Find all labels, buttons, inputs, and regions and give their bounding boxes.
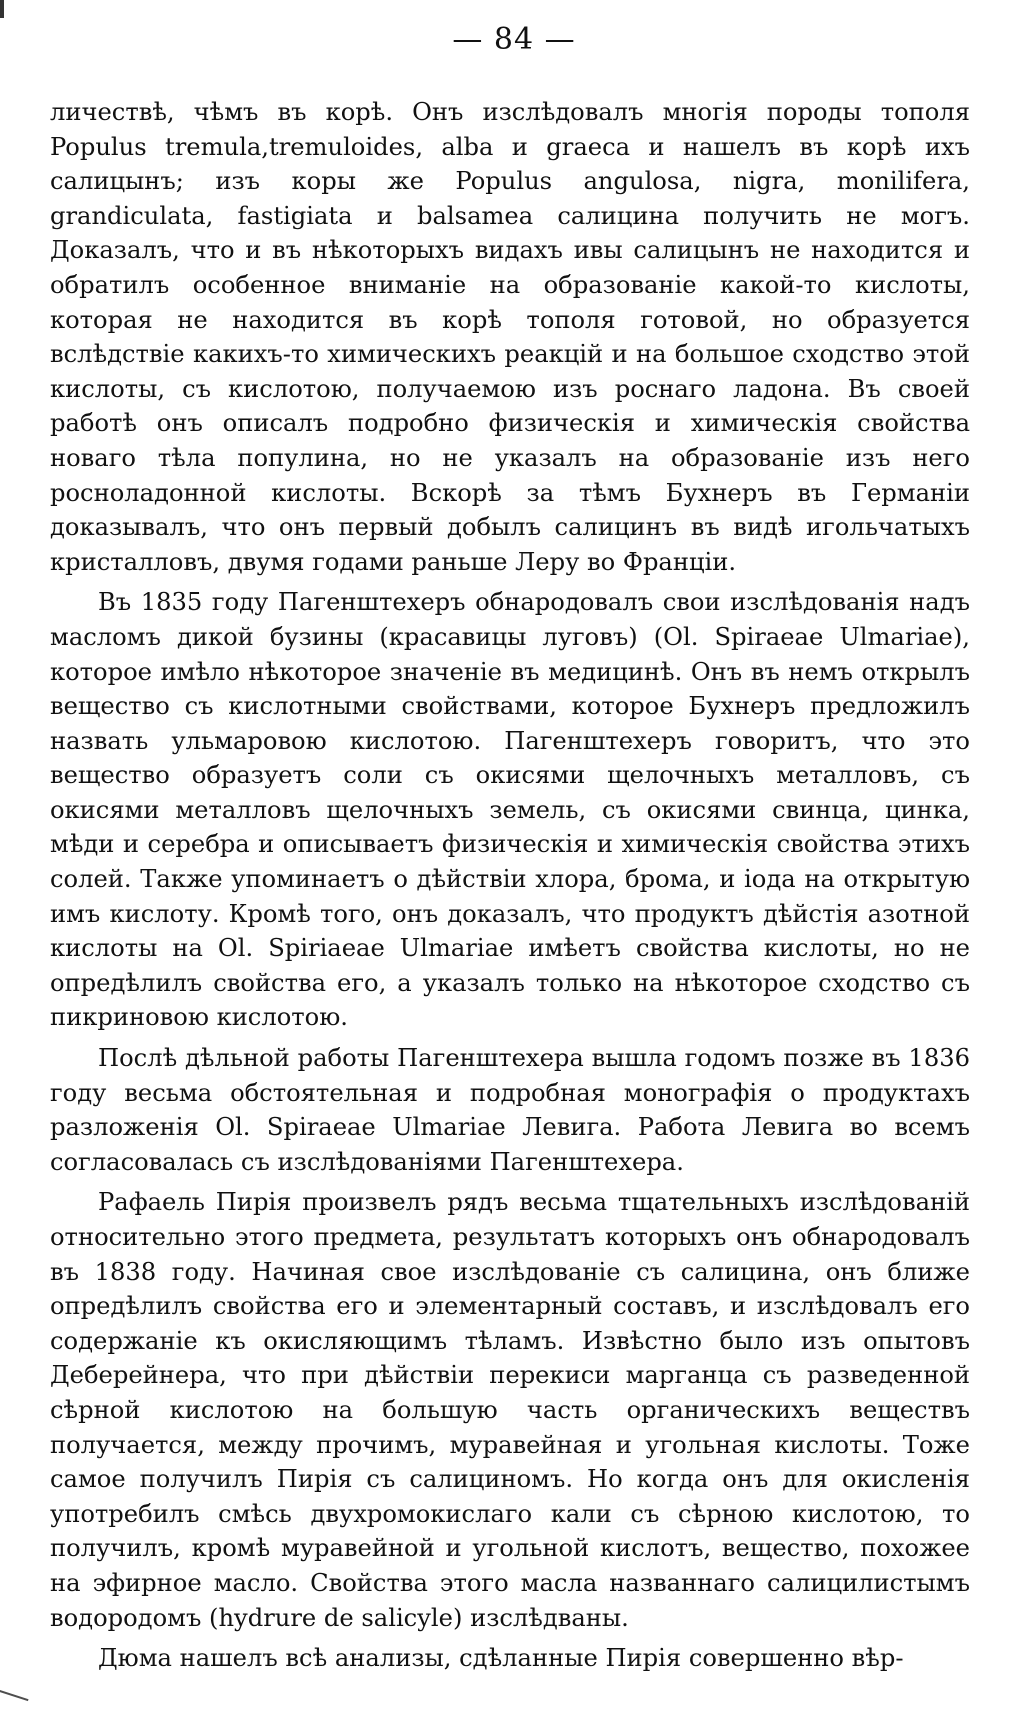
paragraph-5: Дюма нашелъ всѣ анализы, сдѣланные Пирія совершенно вѣр-	[98, 1644, 904, 1673]
scan-corner-mark	[0, 1690, 29, 1720]
paragraph-3: Послѣ дѣльной работы Пагенштехера вышла годомъ позже въ 1836 году весьма обстоятельная и подробная монографія о продуктахъ разложенія Ol. Spiraeae Ulmariae Левига. Работа Левига во всемъ согласовалась съ изслѣдованіями Пагенштехера.	[50, 1044, 970, 1176]
page-number: — 84 —	[452, 22, 576, 57]
paragraph-2: Въ 1835 году Пагенштехеръ обнародовалъ свои изслѣдованія надъ масломъ дикой бузины (красавицы луговъ) (Ol. Spiraeae Ulmariae), которое имѣло нѣкоторое значеніе въ медицинѣ. Онъ въ немъ открылъ вещество съ кислотными свойствами, которое Бухнеръ предложилъ назвать ульмаровою кислотою. Пагенштехеръ говоритъ, что это вещество образуетъ соли съ окисями щелочныхъ металловъ, съ окисями металловъ щелочныхъ земель, съ окисями свинца, цинка, мѣди и серебра и описываетъ физическія и химическія свойства этихъ солей. Также упоминаетъ о дѣйствіи хлора, брома, и іода на открытую имъ кислоту. Кромѣ того, онъ доказалъ, что продуктъ дѣйстія азотной кислоты на Ol. Spiriaeae Ulmariae имѣетъ свойства кислоты, но не опредѣлилъ свойства его, а указалъ только на нѣкоторое сходство съ пикриновою кислотою.	[50, 588, 970, 1032]
paragraph-4: Рафаель Пирія произвелъ рядъ весьма тщательныхъ изслѣдованій относительно этого предмета, результатъ которыхъ онъ обнародовалъ въ 1838 году. Начиная свое изслѣдованіе съ салицина, онъ ближе опредѣлилъ свойства его и элементарный составъ, и изслѣдовалъ его содержаніе къ окисляющимъ тѣламъ. Извѣстно было изъ опытовъ Деберейнера, что при дѣйствіи перекиси марганца съ разведенной сѣрной кислотою на большую часть органическихъ веществъ получается, между прочимъ, муравейная и угольная кислоты. Тоже самое получилъ Пирія съ салициномъ. Но когда онъ для окисленія употребилъ смѣсь двухромокислаго кали съ сѣрною кислотою, то получилъ, кромѣ муравейной и угольной кислотъ, вещество, похожее на эфирное масло. Свойства этого масла названнаго салицилистымъ водородомъ (hydrure de salicyle) изслѣдваны.	[50, 1188, 970, 1632]
body-text	[50, 95, 970, 1682]
paragraph-1: личествѣ, чѣмъ въ корѣ. Онъ изслѣдовалъ многія породы тополя Populus tremula,tremuloides, alba и graeca и нашелъ въ корѣ ихъ салицынъ; изъ коры же Populus angulosa, nigra, monilifera, grandiculata, fastigiata и balsamea салицина получить не могъ. Доказалъ, что и въ нѣкоторыхъ видахъ ивы салицынъ не находится и обратилъ особенное вниманіе на образованіе какой-то кислоты, которая не находится въ корѣ тополя готовой, но образуется вслѣдствіе какихъ-то химическихъ реакцій и на большое сходство этой кислоты, съ кислотою, получаемою изъ роснаго ладона. Въ своей работѣ онъ описалъ подробно физическія и химическія свойства новаго тѣла популина, но не указалъ на образованіе изъ него росноладонной кислоты. Вскорѣ за тѣмъ Бухнеръ въ Германіи доказывалъ, что онъ первый добылъ салицинъ въ видѣ игольчатыхъ кристалловъ, двумя годами раньше Леру во Франціи.	[50, 98, 970, 576]
scan-edge-mark	[0, 0, 4, 18]
